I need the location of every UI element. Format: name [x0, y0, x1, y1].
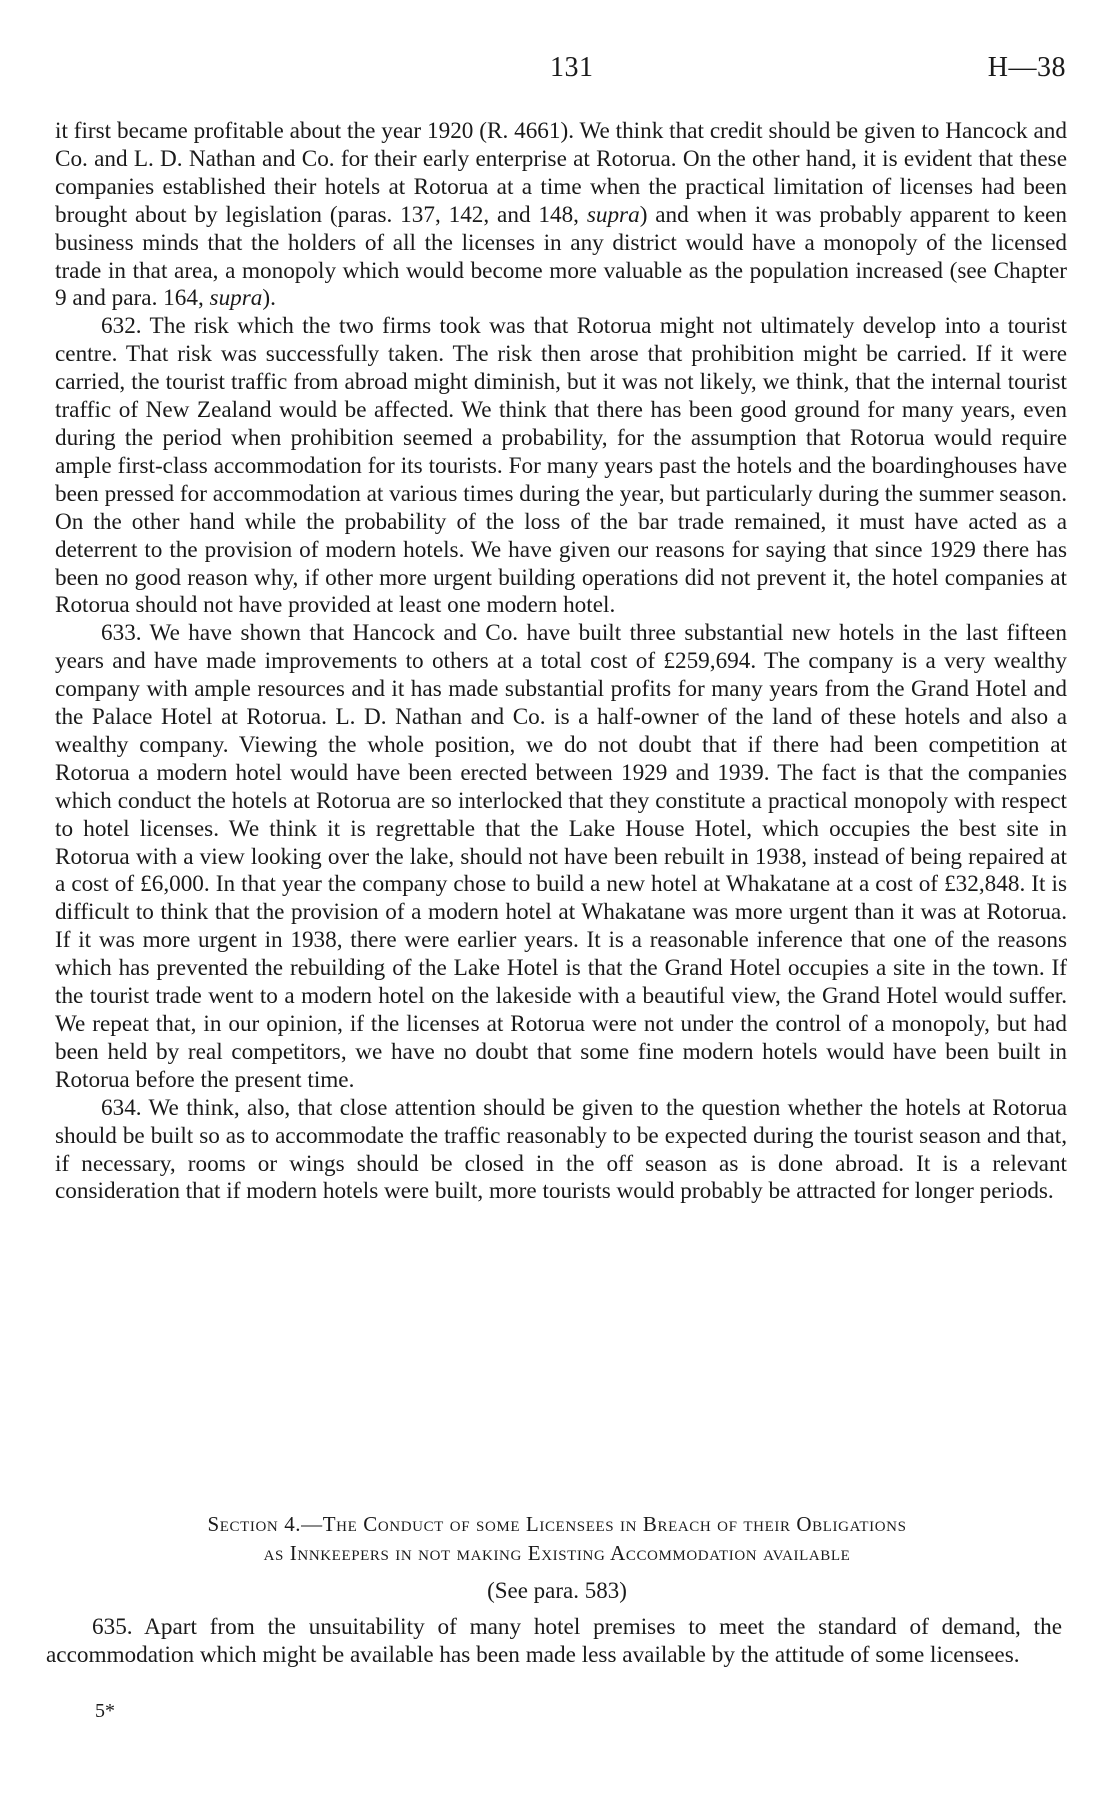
- document-reference: H—38: [987, 52, 1066, 83]
- paragraph-634: 634. We think, also, that close attention should be given to the question whether the hotels at Rotorua should be built so as to accommodate the traffic reasonably to be expected during the tourist season and that, if necessary, rooms or wings should be closed in the off season as is done abroad. It is a relevant consideration that if modern hotels were built, more tourists would probably be attracted for longer periods.: [55, 1094, 1067, 1205]
- paragraph-635-block: [46, 1614, 1062, 1670]
- section-reference: (See para. 583): [487, 1578, 627, 1603]
- page-header: [0, 52, 1114, 92]
- paragraph-632: 632. The risk which the two firms took was that Rotorua might not ultimately develop into a tourist centre. That risk was successfully taken. The risk then arose that prohibition might be carried. If it were carried, the tourist traffic from abroad might diminish, but it was not likely, we think, that the internal tourist traffic of New Zealand would be affected. We think that there has been good ground for many years, even during the period when prohibition seemed a probability, for the assumption that Rotorua would require ample first-class accommodation for its tourists. For many years past the hotels and the boardinghouses have been pressed for accommodation at various times during the year, but particularly during the summer season. On the other hand while the probability of the loss of the bar trade remained, it must have acted as a deterrent to the provision of modern hotels. We have given our reasons for saying that since 1929 there has been no good reason why, if other more urgent building operations did not prevent it, the hotel companies at Rotorua should not have provided at least one modern hotel.: [55, 313, 1067, 619]
- signature-mark: 5*: [95, 1700, 115, 1722]
- page-number: 131: [550, 52, 594, 83]
- section-heading: [48, 1510, 1066, 1568]
- paragraph-635: 635. Apart from the unsuitability of many hotel premises to meet the standard of demand, the accommodation which might be available has been made less available by the attitude of some licensees.: [46, 1614, 1062, 1668]
- paragraph-633: 633. We have shown that Hancock and Co. have built three substantial new hotels in the last fifteen years and have made improvements to others at a total cost of £259,694. The company is a very wealthy company with ample resources and it has made substantial profits for many years from the Grand Hotel and the Palace Hotel at Rotorua. L. D. Nathan and Co. is a half-owner of the land of these hotels and also a wealthy company. Viewing the whole position, we do not doubt that if there had been competition at Rotorua a modern hotel would have been erected between 1929 and 1939. The fact is that the companies which conduct the hotels at Rotorua are so interlocked that they constitute a practical monopoly with respect to hotel licenses. We think it is regrettable that the Lake House Hotel, which occupies the best site in Rotorua with a view looking over the lake, should not have been rebuilt in 1938, instead of being repaired at a cost of £6,000. In that year the company chose to build a new hotel at Whakatane at a cost of £32,848. It is difficult to think that the provision of a modern hotel at Whakatane was more urgent than it was at Rotorua. If it was more urgent in 1938, there were earlier years. It is a reasonable inference that one of the reasons which has prevented the rebuilding of the Lake Hotel is that the Grand Hotel occupies a site in the town. If the tourist trade went to a modern hotel on the lakeside with a beautiful view, the Grand Hotel would suffer. We repeat that, in our opinion, if the licenses at Rotorua were not under the control of a monopoly, but had been held by real competitors, we have no doubt that some fine modern hotels would have been built in Rotorua before the present time.: [55, 620, 1067, 1093]
- section-heading-line-2: as Innkeepers in not making Existing Accommodation available: [263, 1541, 851, 1565]
- body-text: [55, 118, 1067, 1206]
- paragraph-631-continued: it first became profitable about the year 1920 (R. 4661). We think that credit should be given to Hancock and Co. and L. D. Nathan and Co. for their early enterprise at Rotorua. On the other hand, it is evident that these companies established their hotels at Rotorua at a time when the practical limitation of licenses had been brought about by legislation (paras. 137, 142, and 148, supra) and when it was probably apparent to keen business minds that the holders of all the licenses in any district would have a monopoly of the licensed trade in that area, a monopoly which would become more valuable as the population increased (see Chapter 9 and para. 164, supra).: [55, 118, 1067, 312]
- section-heading-line-1: Section 4.—The Conduct of some Licensees in Breach of their Obligations: [207, 1512, 907, 1536]
